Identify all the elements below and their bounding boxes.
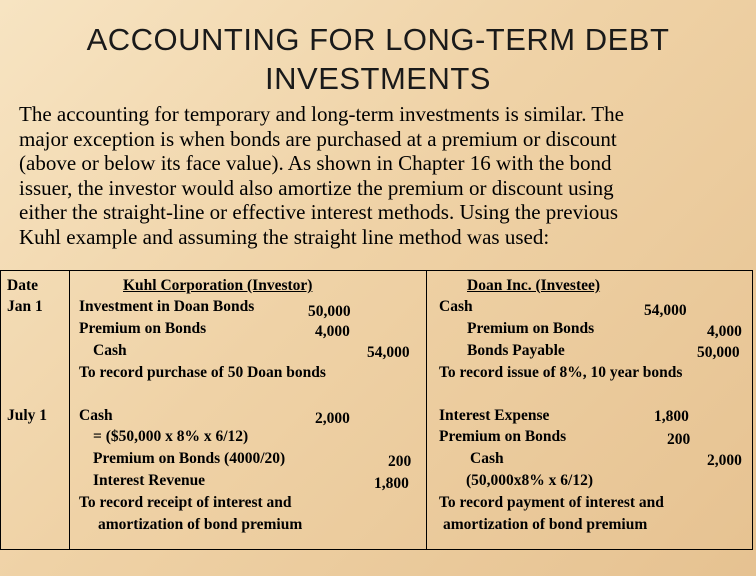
entry-explanation: amortization of bond premium — [98, 516, 303, 533]
row-date: July 1 — [7, 407, 48, 424]
entry-account: Premium on Bonds (4000/20) — [93, 450, 286, 467]
investor-investee-divider — [426, 270, 427, 550]
entry-account: Interest Revenue — [93, 472, 206, 489]
entry-account: Bonds Payable — [467, 342, 565, 359]
entry-explanation: To record purchase of 50 Doan bonds — [79, 364, 326, 381]
entry-debit-amount: 54,000 — [644, 302, 687, 319]
entry-credit-amount: 50,000 — [697, 344, 740, 361]
entry-explanation: To record payment of interest and — [439, 494, 664, 511]
entry-account: Premium on Bonds — [467, 320, 595, 337]
entry-explanation: amortization of bond premium — [443, 516, 648, 533]
entry-debit-amount: 50,000 — [308, 303, 351, 320]
entry-credit-amount: 2,000 — [707, 452, 742, 469]
entry-credit-amount: 1,800 — [374, 475, 409, 492]
entry-debit-amount: 2,000 — [315, 410, 350, 427]
entry-account: Cash — [439, 298, 473, 315]
intro-paragraph — [19, 102, 739, 249]
entry-account: Interest Expense — [439, 407, 550, 424]
entry-debit-amount: 1,800 — [654, 408, 689, 425]
row-date: Jan 1 — [7, 298, 43, 315]
date-header: Date — [7, 277, 38, 294]
intro-line: The accounting for temporary and long-term investments is similar. The — [19, 102, 624, 126]
entry-credit-amount: 54,000 — [367, 344, 410, 361]
entry-account: Premium on Bonds — [79, 320, 207, 337]
slide-title — [0, 20, 756, 98]
date-column-divider — [69, 270, 70, 550]
entry-credit-amount: 200 — [388, 453, 412, 470]
intro-line: either the straight-line or effective interest methods. Using the previous — [19, 200, 619, 224]
entry-account: Investment in Doan Bonds — [79, 298, 255, 315]
intro-line: major exception is when bonds are purchased at a premium or discount — [19, 126, 617, 151]
entry-credit-amount: 4,000 — [707, 323, 742, 340]
entry-account: Cash — [93, 342, 127, 359]
investee-header: Doan Inc. (Investee) — [467, 277, 601, 294]
entry-calculation: (50,000x8% x 6/12) — [466, 472, 594, 489]
entry-explanation: To record issue of 8%, 10 year bonds — [439, 364, 683, 381]
entry-account: Premium on Bonds — [439, 428, 567, 445]
title-line-1: ACCOUNTING FOR LONG-TERM DEBT — [86, 22, 670, 57]
intro-line: Kuhl example and assuming the straight line method was used: — [19, 224, 550, 249]
entry-account: Cash — [79, 407, 113, 424]
title-line-2: INVESTMENTS — [265, 61, 491, 96]
intro-line: issuer, the investor would also amortize the premium or discount using — [19, 175, 614, 200]
investor-header: Kuhl Corporation (Investor) — [123, 277, 313, 294]
entry-explanation: To record receipt of interest and — [79, 494, 292, 511]
entry-account: Cash — [470, 450, 504, 467]
entry-debit-amount: 200 — [667, 431, 691, 448]
intro-line: (above or below its face value). As shown in Chapter 16 with the bond — [19, 151, 612, 175]
entry-calculation: = ($50,000 x 8% x 6/12) — [93, 428, 249, 445]
entry-debit-amount: 4,000 — [315, 323, 350, 340]
